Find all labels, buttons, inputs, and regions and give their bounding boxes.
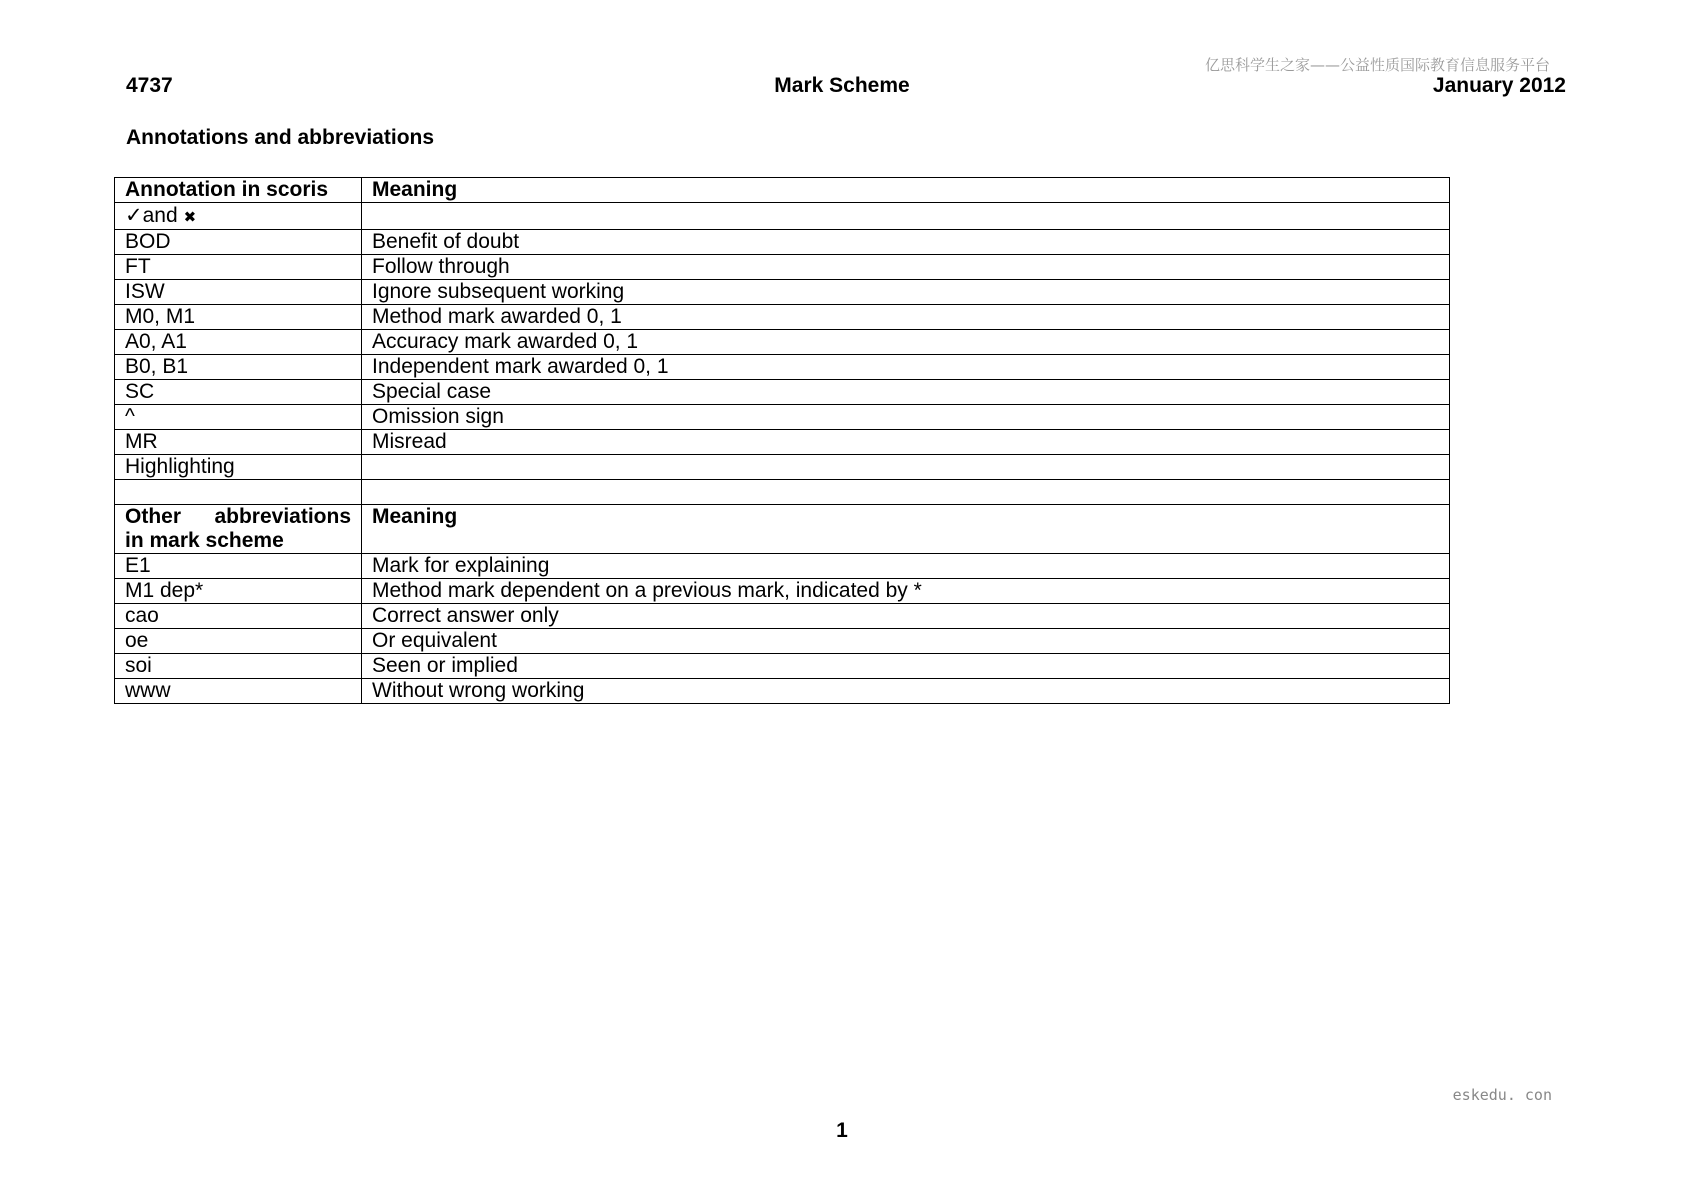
- table-row: [115, 579, 1450, 604]
- abbreviation-cell: www: [115, 679, 362, 704]
- table-row: [115, 679, 1450, 704]
- table-row: [115, 305, 1450, 330]
- table-row: [115, 230, 1450, 255]
- table-header-row: [115, 505, 1450, 554]
- meaning-cell: Method mark dependent on a previous mark, indicated by *: [362, 579, 1450, 604]
- annotation-cell: MR: [115, 430, 362, 455]
- watermark-bottom: eskedu. con: [1452, 1086, 1552, 1104]
- table-row: [115, 554, 1450, 579]
- empty-cell: [115, 480, 362, 505]
- annotations-table: [114, 177, 1450, 704]
- table-row: [115, 255, 1450, 280]
- header-meaning-cell: Meaning: [362, 505, 1450, 554]
- section-title: Annotations and abbreviations: [126, 126, 435, 149]
- table-row: [115, 629, 1450, 654]
- annotation-cell: M0, M1: [115, 305, 362, 330]
- header-abbreviation-cell: [115, 505, 362, 554]
- annotation-cell: SC: [115, 380, 362, 405]
- table-row: [115, 355, 1450, 380]
- meaning-cell: [362, 203, 1450, 230]
- annotation-cell: ^: [115, 405, 362, 430]
- page-number: 1: [836, 1119, 848, 1142]
- tick-icon: ✓: [125, 203, 143, 227]
- annotation-cell: A0, A1: [115, 330, 362, 355]
- table-row: [115, 654, 1450, 679]
- annotation-cell: [115, 203, 362, 230]
- meaning-cell: Method mark awarded 0, 1: [362, 305, 1450, 330]
- table-row: [115, 203, 1450, 230]
- meaning-cell: Or equivalent: [362, 629, 1450, 654]
- meaning-cell: Misread: [362, 430, 1450, 455]
- annotation-cell: BOD: [115, 230, 362, 255]
- abbreviation-cell: M1 dep*: [115, 579, 362, 604]
- annotation-cell: FT: [115, 255, 362, 280]
- annotation-cell: ISW: [115, 280, 362, 305]
- table-row: [115, 380, 1450, 405]
- meaning-cell: Ignore subsequent working: [362, 280, 1450, 305]
- tick-and-cross: [125, 204, 196, 227]
- empty-cell: [362, 480, 1450, 505]
- abbreviation-cell: oe: [115, 629, 362, 654]
- and-label: and: [142, 204, 178, 227]
- meaning-cell: Seen or implied: [362, 654, 1450, 679]
- paper-code: 4737: [126, 74, 173, 97]
- exam-date: January 2012: [1432, 74, 1566, 97]
- annotation-cell: Highlighting: [115, 455, 362, 480]
- meaning-cell: [362, 455, 1450, 480]
- meaning-cell: Correct answer only: [362, 604, 1450, 629]
- header-line: in mark scheme: [125, 529, 284, 552]
- meaning-cell: Mark for explaining: [362, 554, 1450, 579]
- meaning-cell: Without wrong working: [362, 679, 1450, 704]
- abbreviation-cell: E1: [115, 554, 362, 579]
- abbreviation-cell: soi: [115, 654, 362, 679]
- table-row: [115, 430, 1450, 455]
- header-line: [125, 505, 351, 529]
- table-header-row: [115, 178, 1450, 203]
- header-word: abbreviations: [214, 505, 351, 528]
- meaning-cell: Follow through: [362, 255, 1450, 280]
- meaning-cell: Accuracy mark awarded 0, 1: [362, 330, 1450, 355]
- meaning-cell: Omission sign: [362, 405, 1450, 430]
- table-row: [115, 280, 1450, 305]
- document-title: Mark Scheme: [774, 74, 910, 97]
- empty-row: [115, 480, 1450, 505]
- annotation-cell: B0, B1: [115, 355, 362, 380]
- table-row: [115, 405, 1450, 430]
- cross-icon: ✖: [183, 208, 197, 226]
- meaning-cell: Benefit of doubt: [362, 230, 1450, 255]
- table-row: [115, 455, 1450, 480]
- header-word: Other: [125, 505, 182, 528]
- header-meaning-cell: Meaning: [362, 178, 1450, 203]
- watermark-top: 亿思科学生之家——公益性质国际教育信息服务平台: [1204, 56, 1550, 74]
- abbreviation-cell: cao: [115, 604, 362, 629]
- table-row: [115, 330, 1450, 355]
- meaning-cell: Independent mark awarded 0, 1: [362, 355, 1450, 380]
- header-annotation-cell: Annotation in scoris: [115, 178, 362, 203]
- table-row: [115, 604, 1450, 629]
- meaning-cell: Special case: [362, 380, 1450, 405]
